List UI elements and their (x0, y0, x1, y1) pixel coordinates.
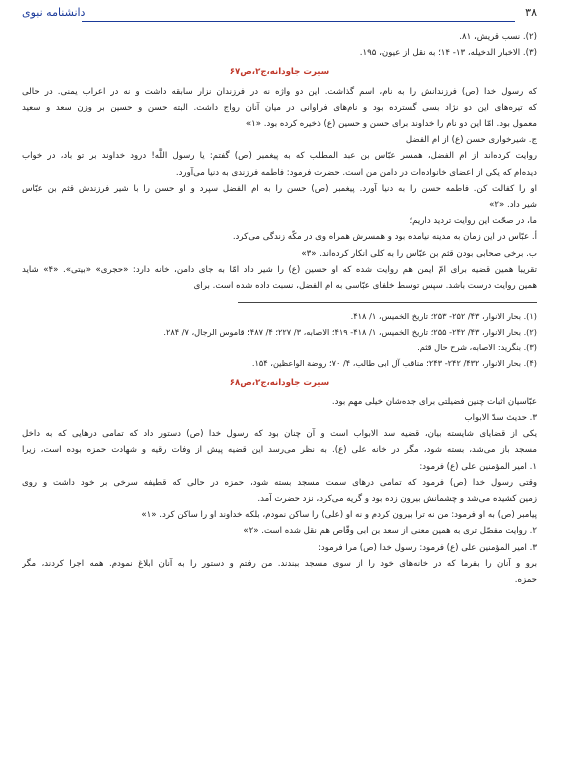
paragraph-line: او را کفالت کن. فاطمه حسن را به دنیا آورد. پیغمبر (ص) حسن را به ام الفضل سپرد و او حسن را با شیر فرزندش قثم بن عبّاس (22, 183, 537, 194)
paragraph-line: ۳. امیر المؤمنین علی (ع) فرمود: رسول خدا (ص) مرا فرمود: (317, 542, 537, 553)
paragraph-line: ۱. امیر المؤمنین علی (ع) فرمود: (419, 461, 537, 472)
paragraph-line: ب. برخی صحابی بودن قثم بن عبّاس را به کلی انکار کرده‌اند. «۳» (301, 248, 537, 259)
footnote: (۴). بحار الانوار، ۴۳۲/ ۲۴۲- ۲۴۳؛ مناقب آل ابی طالب، ۴/ ۷۰؛ روضة الواعظین، ۱۵۴. (251, 358, 537, 369)
paragraph-line: روایت کرده‌اند از ام الفضل، همسر عبّاس بن عبد المطلب که به پیغمبر (ص) گفتم: یا رسول اللَّه! درود خداوند بر تو باد، در خواب (22, 151, 537, 162)
paragraph-line: یکی از قضایای شایسته بیان، قضیه سد الابواب است و آن چنان بود که رسول خدا (ص) دستور داد که تمامی درهایی که به داخل (22, 429, 537, 440)
paragraph-line: حمزه. (514, 575, 537, 586)
page-content (22, 29, 537, 588)
paragraph-line: ۲. روایت مفصّل تری به همین معنی از سعد بن ابی وقّاص هم نقل شده است. «۲» (243, 526, 537, 537)
paragraph-line: معمول بود. امّا این دو نام را خداوند برای حسن و حسین (ع) ذخیره کرده بود. «۱» (245, 119, 537, 130)
top-note: (۲). نسب قریش، ۸۱. (459, 32, 537, 42)
paragraph-line: که تیره‌های این دو نژاد بسی گسترده بود و نام‌های فراوانی در میان آنان رواج داشت. البته حسن و حسین بر وزن سعد و سعید (22, 102, 537, 113)
top-note: (۳). الاخبار الدخیله، ۱۳- ۱۴؛ به نقل از عیون، ۱۹۵. (359, 48, 537, 59)
paragraph-line: همین روایت درست باشد. سپس توسط خلفای عبّاسی به ام الفضل، نسبت داده شده است. برای (193, 281, 537, 292)
subheading: ۳. حدیث سدّ الابواب (464, 413, 537, 424)
paragraph-line: شیر داد. «۲» (489, 200, 537, 211)
paragraph-line: دیده‌ام که یکی از اعضای خانواده‌ات در دامن من است. حضرت فرمود: فاطمه فرزندی به دنیا می‌آورد. (175, 167, 537, 178)
paragraph-line: ما، در صحّت این روایت تردید داریم؛ (409, 216, 537, 227)
section-heading: سیرت جاودانه،ج۲،ص۶۸ (229, 377, 330, 388)
paragraph-line: أ. عبّاس در این زمان به مدینه نیامده بود و همسرش همراه وی در مکّه زندگی می‌کرد. (232, 232, 537, 243)
subheading: ج. شیرخواری حسن (ع) از ام الفضل (405, 135, 537, 146)
header-divider (82, 21, 515, 22)
book-title: دانشنامه نبوی (22, 6, 86, 19)
footnote: (۲). بحار الانوار، ۴۳/ ۲۴۲- ۲۵۵؛ تاریخ الخمیس، ۱/ ۴۱۸- ۴۱۹؛ الاصابه، ۳/ ۲۲۷؛ ۴/ ۴۸۷؛ قاموس الرجال، ۷/ ۲۸۴. (163, 326, 537, 337)
paragraph-line: که رسول خدا (ص) فرزندانش را به نام، اسم گذاشت. این دو واژه نه در فرزندان نزار سابقه داشت و نه در اعراب یمنی. در حالی (22, 86, 537, 97)
footnote: (۱). بحار الانوار، ۴۳/ ۲۵۲- ۲۵۳؛ تاریخ الخمیس، ۱/ ۴۱۸. (350, 311, 537, 322)
page-header (22, 6, 537, 24)
page-number: ۳۸ (525, 6, 537, 19)
paragraph-line: عبّاسیان اثبات چنین فضیلتی برای جده‌شان خیلی مهم بود. (331, 396, 537, 407)
paragraph-line: زمین کشیده می‌شد و چشمانش بیرون زده بود و گریه می‌کرد، نزد حضرت آمد. (257, 494, 537, 505)
paragraph-line: تقریبا همین قضیه برای امّ ایمن هم روایت شده که او حسین (ع) را شیر داد امّا به جای دامن، خانه دارد: «حجری» «بیتی». «۴» شاید (22, 264, 537, 275)
paragraph-line: برو و آنان را بفرما که در خانه‌های خود را از سوی مسجد ببندند. من رفتم و دستور را به آنان ابلاغ نمودم. همه اجرا کردند، مگر (22, 558, 537, 569)
paragraph-line: مسجد باز می‌شد، بسته شود، مگر در خانه علی (ع). به نظر می‌رسد این قضیه پیش از وفات رقیه و شهادت حمزه بوده است، زیرا (22, 445, 537, 456)
paragraph-line: پیامبر (ص) به او فرمود: من نه ترا بیرون کردم و نه او (علی) را ساکن نمودم، بلکه خداوند او را ساکن کرد. «۱» (141, 510, 537, 521)
section-heading: سیرت جاودانه،ج۲،ص۶۷ (229, 67, 330, 78)
footnote: (۳). بنگرید: الاصابه، شرح حال قثم. (417, 342, 537, 353)
footnote-separator (238, 302, 537, 303)
paragraph-line: وقتی رسول خدا (ص) فرمود که تمامی درهای سمت مسجد بسته شود، حمزه در حالی که قطیفه سرخی بر خود داشت و روی (22, 477, 537, 488)
